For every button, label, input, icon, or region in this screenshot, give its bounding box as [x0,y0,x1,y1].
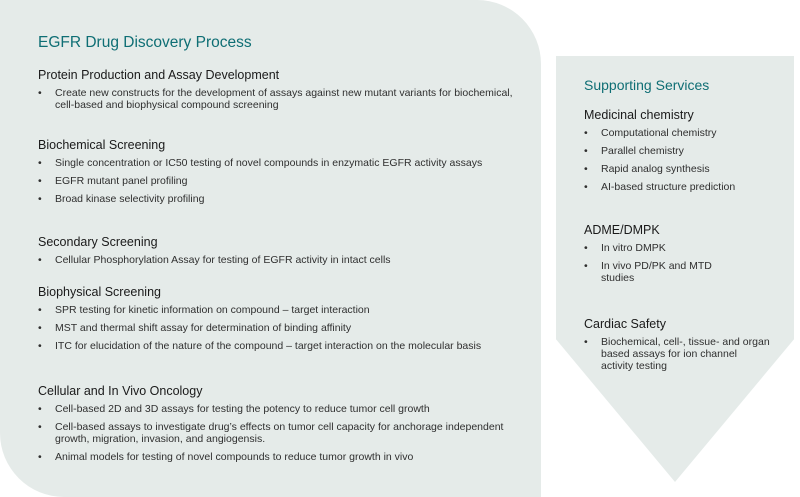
bullet-icon: • [584,181,588,193]
list-item [38,193,533,205]
section-heading: Protein Production and Assay Development [38,68,280,82]
bullet-icon: • [38,403,42,415]
item-text: MST and thermal shift assay for determination of binding affinity [55,322,352,334]
bullet-list [584,127,774,193]
section-heading: Secondary Screening [38,235,158,249]
section-heading: Cellular and In Vivo Oncology [38,384,203,398]
supporting-services-title: Supporting Services [584,77,710,93]
bullet-icon: • [584,260,588,272]
item-text: Cell-based assays to investigate drug’s effects on tumor cell capacity for anchorage independent growth, migration, invasion, and angiogensis. [55,421,504,445]
bullet-icon: • [38,322,42,334]
item-text: Parallel chemistry [601,145,684,157]
section-biochemical-screening [38,138,533,211]
bullet-icon: • [38,254,42,266]
bullet-icon: • [38,421,42,433]
item-text: Single concentration or IC50 testing of novel compounds in enzymatic EGFR activity assays [55,157,483,169]
list-item [38,87,533,111]
section-adme-dmpk [584,223,774,290]
bullet-icon: • [584,242,588,254]
bullet-icon: • [584,163,588,175]
item-text: Biochemical, cell-, tissue- and organ based assays for ion channel activity testing [601,336,770,372]
bullet-icon: • [38,87,42,99]
bullet-icon: • [584,127,588,139]
list-item [584,181,774,193]
list-item [38,175,533,187]
item-text: SPR testing for kinetic information on compound – target interaction [55,304,370,316]
section-biophysical-screening [38,285,533,358]
item-text: Computational chemistry [601,127,717,139]
item-text: In vitro DMPK [601,242,666,254]
list-item [584,145,774,157]
section-heading: Cardiac Safety [584,317,666,331]
bullet-list [38,254,533,266]
list-item [38,451,533,463]
item-text: Cell-based 2D and 3D assays for testing the potency to reduce tumor cell growth [55,403,430,415]
bullet-list [38,304,533,352]
bullet-icon: • [38,175,42,187]
list-item [584,127,774,139]
list-item [38,340,533,352]
section-protein-production [38,68,533,117]
bullet-list [38,403,533,463]
item-text: ITC for elucidation of the nature of the compound – target interaction on the molecular basis [55,340,482,352]
bullet-icon: • [38,340,42,352]
bullet-list [584,242,774,284]
item-text: Broad kinase selectivity profiling [55,193,205,205]
item-text: Create new constructs for the development of assays against new mutant variants for biochemical, cell-based and biophysical compound screening [55,87,513,111]
list-item [38,157,533,169]
item-text: Animal models for testing of novel compounds to reduce tumor growth in vivo [55,451,414,463]
section-cellular-in-vivo-oncology [38,384,533,469]
section-secondary-screening [38,235,533,272]
bullet-icon: • [38,193,42,205]
bullet-icon: • [38,304,42,316]
item-text: AI-based structure prediction [601,181,736,193]
item-text: Rapid analog synthesis [601,163,710,175]
list-item [584,336,771,372]
section-medicinal-chemistry [584,108,774,199]
bullet-icon: • [38,451,42,463]
list-item [584,163,774,175]
section-heading: Biochemical Screening [38,138,166,152]
list-item [38,304,533,316]
section-heading: Biophysical Screening [38,285,161,299]
bullet-list [584,336,774,372]
list-item [38,421,533,445]
bullet-icon: • [584,336,588,348]
bullet-list [38,157,533,205]
section-cardiac-safety [584,317,774,378]
section-heading: ADME/DMPK [584,223,660,237]
bullet-icon: • [584,145,588,157]
item-text: Cellular Phosphorylation Assay for testing of EGFR activity in intact cells [55,254,391,266]
list-item [584,242,774,254]
item-text: EGFR mutant panel profiling [55,175,188,187]
list-item [38,254,533,266]
list-item [38,403,533,415]
section-heading: Medicinal chemistry [584,108,694,122]
panel-title: EGFR Drug Discovery Process [38,34,252,51]
item-text: In vivo PD/PK and MTD studies [601,260,712,284]
list-item [584,260,741,284]
bullet-icon: • [38,157,42,169]
list-item [38,322,533,334]
bullet-list [38,87,533,111]
